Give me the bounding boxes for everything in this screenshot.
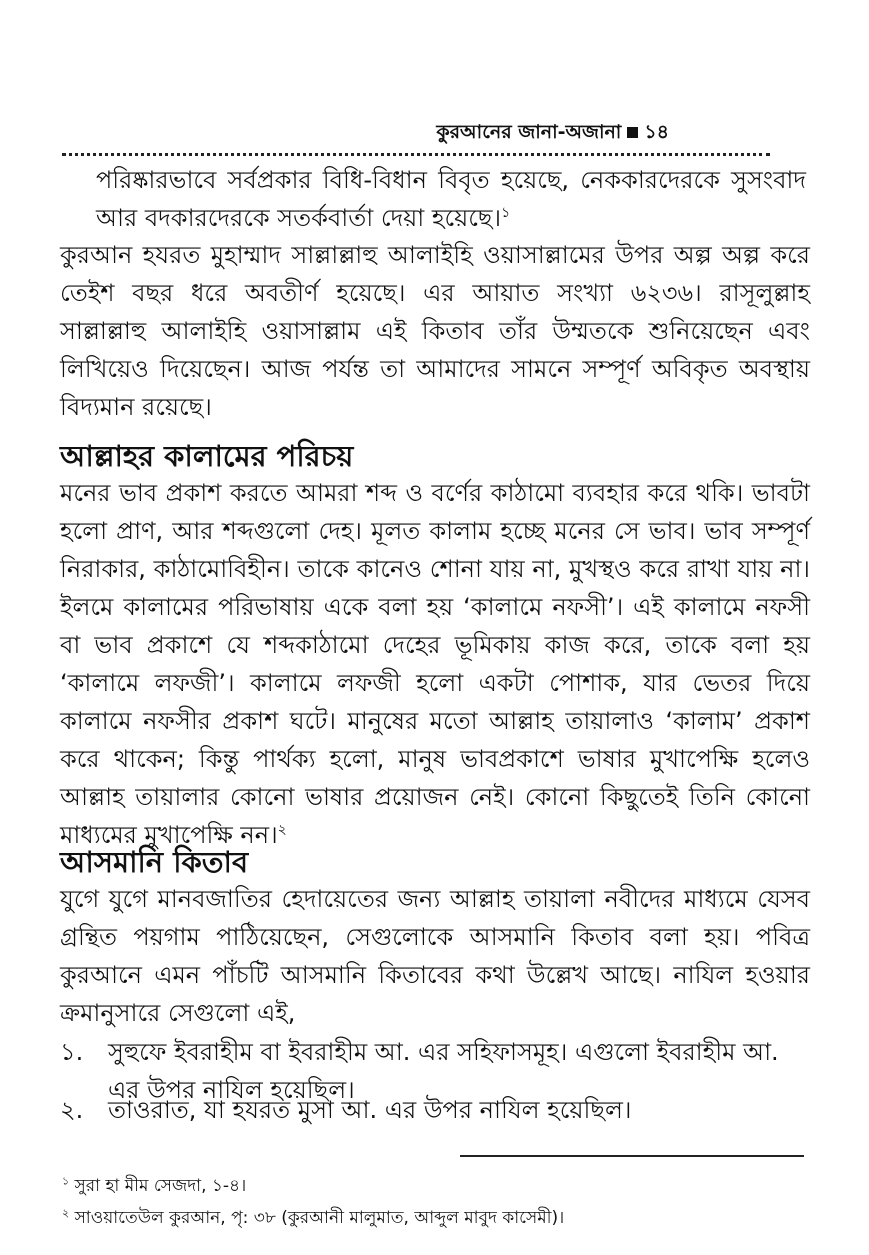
footnote-1 [62, 1174, 246, 1198]
footnote-rule [460, 1155, 804, 1157]
intro-paragraph: কুরআন হযরত মুহাম্মাদ সাল্লাল্লাহু আলাইহি ওয়াসাল্লামের উপর অল্প অল্প করে তেইশ বছর ধরে অবতীর্ণ হয়েছে। এর আয়াত সংখ্যা ৬২৩৬। রাসূলুল্লাহ সাল্লাল্লাহু আলাইহি ওয়াসাল্লাম এই কিতাব তাঁর উম্মতকে শুনিয়েছেন এবং লিখিয়েও দিয়েছেন। আজ পর্যন্ত তা আমাদের সামনে সম্পূর্ণ অবিকৃত অবস্থায় বিদ্যমান রয়েছে। [60, 241, 810, 421]
running-header [436, 112, 669, 152]
footnote-text: সুরা হা মীম সেজদা, ১-৪। [74, 1176, 247, 1196]
square-bullet-icon [627, 127, 638, 138]
list-number: ১. [60, 1038, 84, 1066]
section-paragraph-kalam [60, 474, 810, 854]
section-heading-kalam: আল্লাহর কালামের পরিচয় [60, 439, 354, 473]
footnote-2 [62, 1206, 564, 1230]
footnote-mark: ২ [62, 1206, 70, 1220]
intro-quote [96, 161, 806, 237]
footnote-ref-1: ১ [501, 205, 511, 221]
list-text: সুহুফে ইবরাহীম বা ইবরাহীম আ. এর সহিফাসমূহ। এগুলো ইবরাহীম আ. এর উপর নাযিল হয়েছিল। [108, 1038, 779, 1104]
kalam-paragraph-text: মনের ভাব প্রকাশ করতে আমরা শব্দ ও বর্ণের কাঠামো ব্যবহার করে থকি। ভাবটা হলো প্রাণ, আর শব্দগুলো দেহ। মূলত কালাম হচ্ছে মনের সে ভাব। ভাব সম্পূর্ণ নিরাকার, কাঠামোবিহীন। তাকে কানেও শোনা যায় না, মুখস্থও করে রাখা যায় না। ইলমে কালামের পরিভাষায় একে বলা হয় ‘কালামে নফসী’। এই কালামে নফসী বা ভাব প্রকাশে যে শব্দকাঠামো দেহের ভূমিকায় কাজ করে, তাকে বলা হয় ‘কালামে লফজী’। কালামে লফজী হলো একটা পোশাক, যার ভেতর দিয়ে কালামে নফসীর প্রকাশ ঘটে। মানুষের মতো আল্লাহ তায়ালাও ‘কালাম’ প্রকাশ করে থাকেন; কিন্তু পার্থক্য হলো, মানুষ ভাবপ্রকাশে ভাষার মুখাপেক্ষি হলেও আল্লাহ তায়ালার কোনো ভাষার প্রয়োজন নেই। কোনো কিছুতেই তিনি কোনো মাধ্যমের মুখাপেক্ষি নন। [60, 479, 810, 849]
running-title: কুরআনের জানা-অজানা [436, 121, 622, 143]
section-paragraph-books: যুগে যুগে মানবজাতির হেদায়েতের জন্য আল্লাহ তায়ালা নবীদের মাধ্যমে যেসব গ্রন্থিত পয়গাম পাঠিয়েছেন, সেগুলোকে আসমানি কিতাব বলা হয়। পবিত্র কুরআনে এমন পাঁচটি আসমানি কিতাবের কথা উল্লেখ আছে। নাযিল হওয়ার ক্রমানুসারে সেগুলো এই, [60, 885, 810, 1027]
header-dotted-rule [62, 153, 770, 156]
intro-quote-text: পরিষ্কারভাবে সর্বপ্রকার বিধি-বিধান বিবৃত হয়েছে, নেককারদেরকে সুসংবাদ আর বদকারদেরকে সতর্কবার্তা দেয়া হয়েছে। [96, 166, 806, 232]
footnote-ref-2: ২ [277, 822, 287, 838]
list-text: তাওরাত, যা হযরত মুসা আ. এর উপর নাযিল হয়েছিল। [108, 1096, 632, 1124]
footnote-mark: ১ [62, 1174, 70, 1188]
list-number: ২. [60, 1096, 84, 1124]
footnote-text: সাওয়াতেউল কুরআন, পৃ: ৩৮ (কুরআনী মালুমাত, আব্দুল মাবুদ কাসেমী)। [74, 1208, 565, 1228]
section-heading-books: আসমানি কিতাব [60, 845, 249, 879]
page-number: ১৪ [644, 121, 669, 143]
